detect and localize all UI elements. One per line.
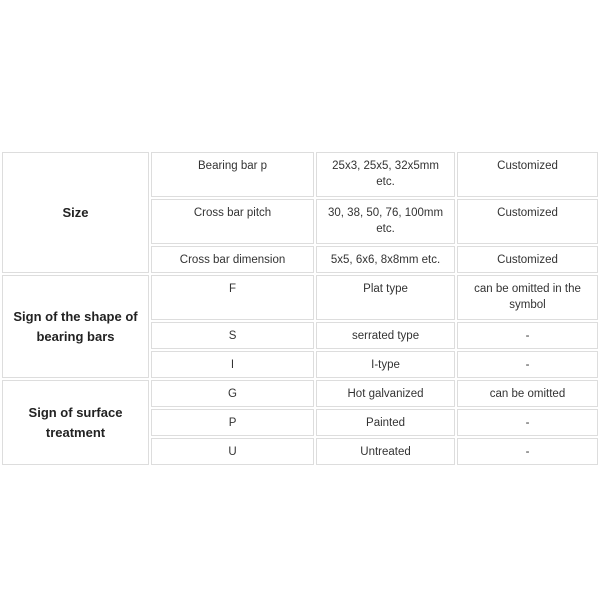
cell-note: can be omitted in the symbol — [457, 275, 598, 320]
cell-value: Untreated — [316, 438, 455, 465]
cell-value: 25x3, 25x5, 32x5mm etc. — [316, 152, 455, 197]
cell-item: S — [151, 322, 314, 349]
cell-item: P — [151, 409, 314, 436]
cell-item: U — [151, 438, 314, 465]
cell-item: Bearing bar p — [151, 152, 314, 197]
group-header-surface: Sign of surface treatment — [2, 380, 149, 465]
spec-table — [0, 150, 600, 467]
table-row — [2, 152, 598, 197]
table-row — [2, 380, 598, 407]
cell-note: - — [457, 409, 598, 436]
cell-item: Cross bar pitch — [151, 199, 314, 244]
cell-item: Cross bar dimension — [151, 246, 314, 273]
table-row — [2, 275, 598, 320]
group-header-shape: Sign of the shape of bearing bars — [2, 275, 149, 378]
cell-value: Plat type — [316, 275, 455, 320]
cell-note: Customized — [457, 199, 598, 244]
cell-note: - — [457, 322, 598, 349]
cell-note: Customized — [457, 246, 598, 273]
group-header-size: Size — [2, 152, 149, 273]
cell-value: I-type — [316, 351, 455, 378]
cell-note: Customized — [457, 152, 598, 197]
cell-item: F — [151, 275, 314, 320]
cell-value: serrated type — [316, 322, 455, 349]
cell-value: 30, 38, 50, 76, 100mm etc. — [316, 199, 455, 244]
cell-value: 5x5, 6x6, 8x8mm etc. — [316, 246, 455, 273]
cell-item: G — [151, 380, 314, 407]
cell-value: Painted — [316, 409, 455, 436]
cell-note: - — [457, 351, 598, 378]
cell-note: - — [457, 438, 598, 465]
cell-value: Hot galvanized — [316, 380, 455, 407]
cell-item: I — [151, 351, 314, 378]
cell-note: can be omitted — [457, 380, 598, 407]
